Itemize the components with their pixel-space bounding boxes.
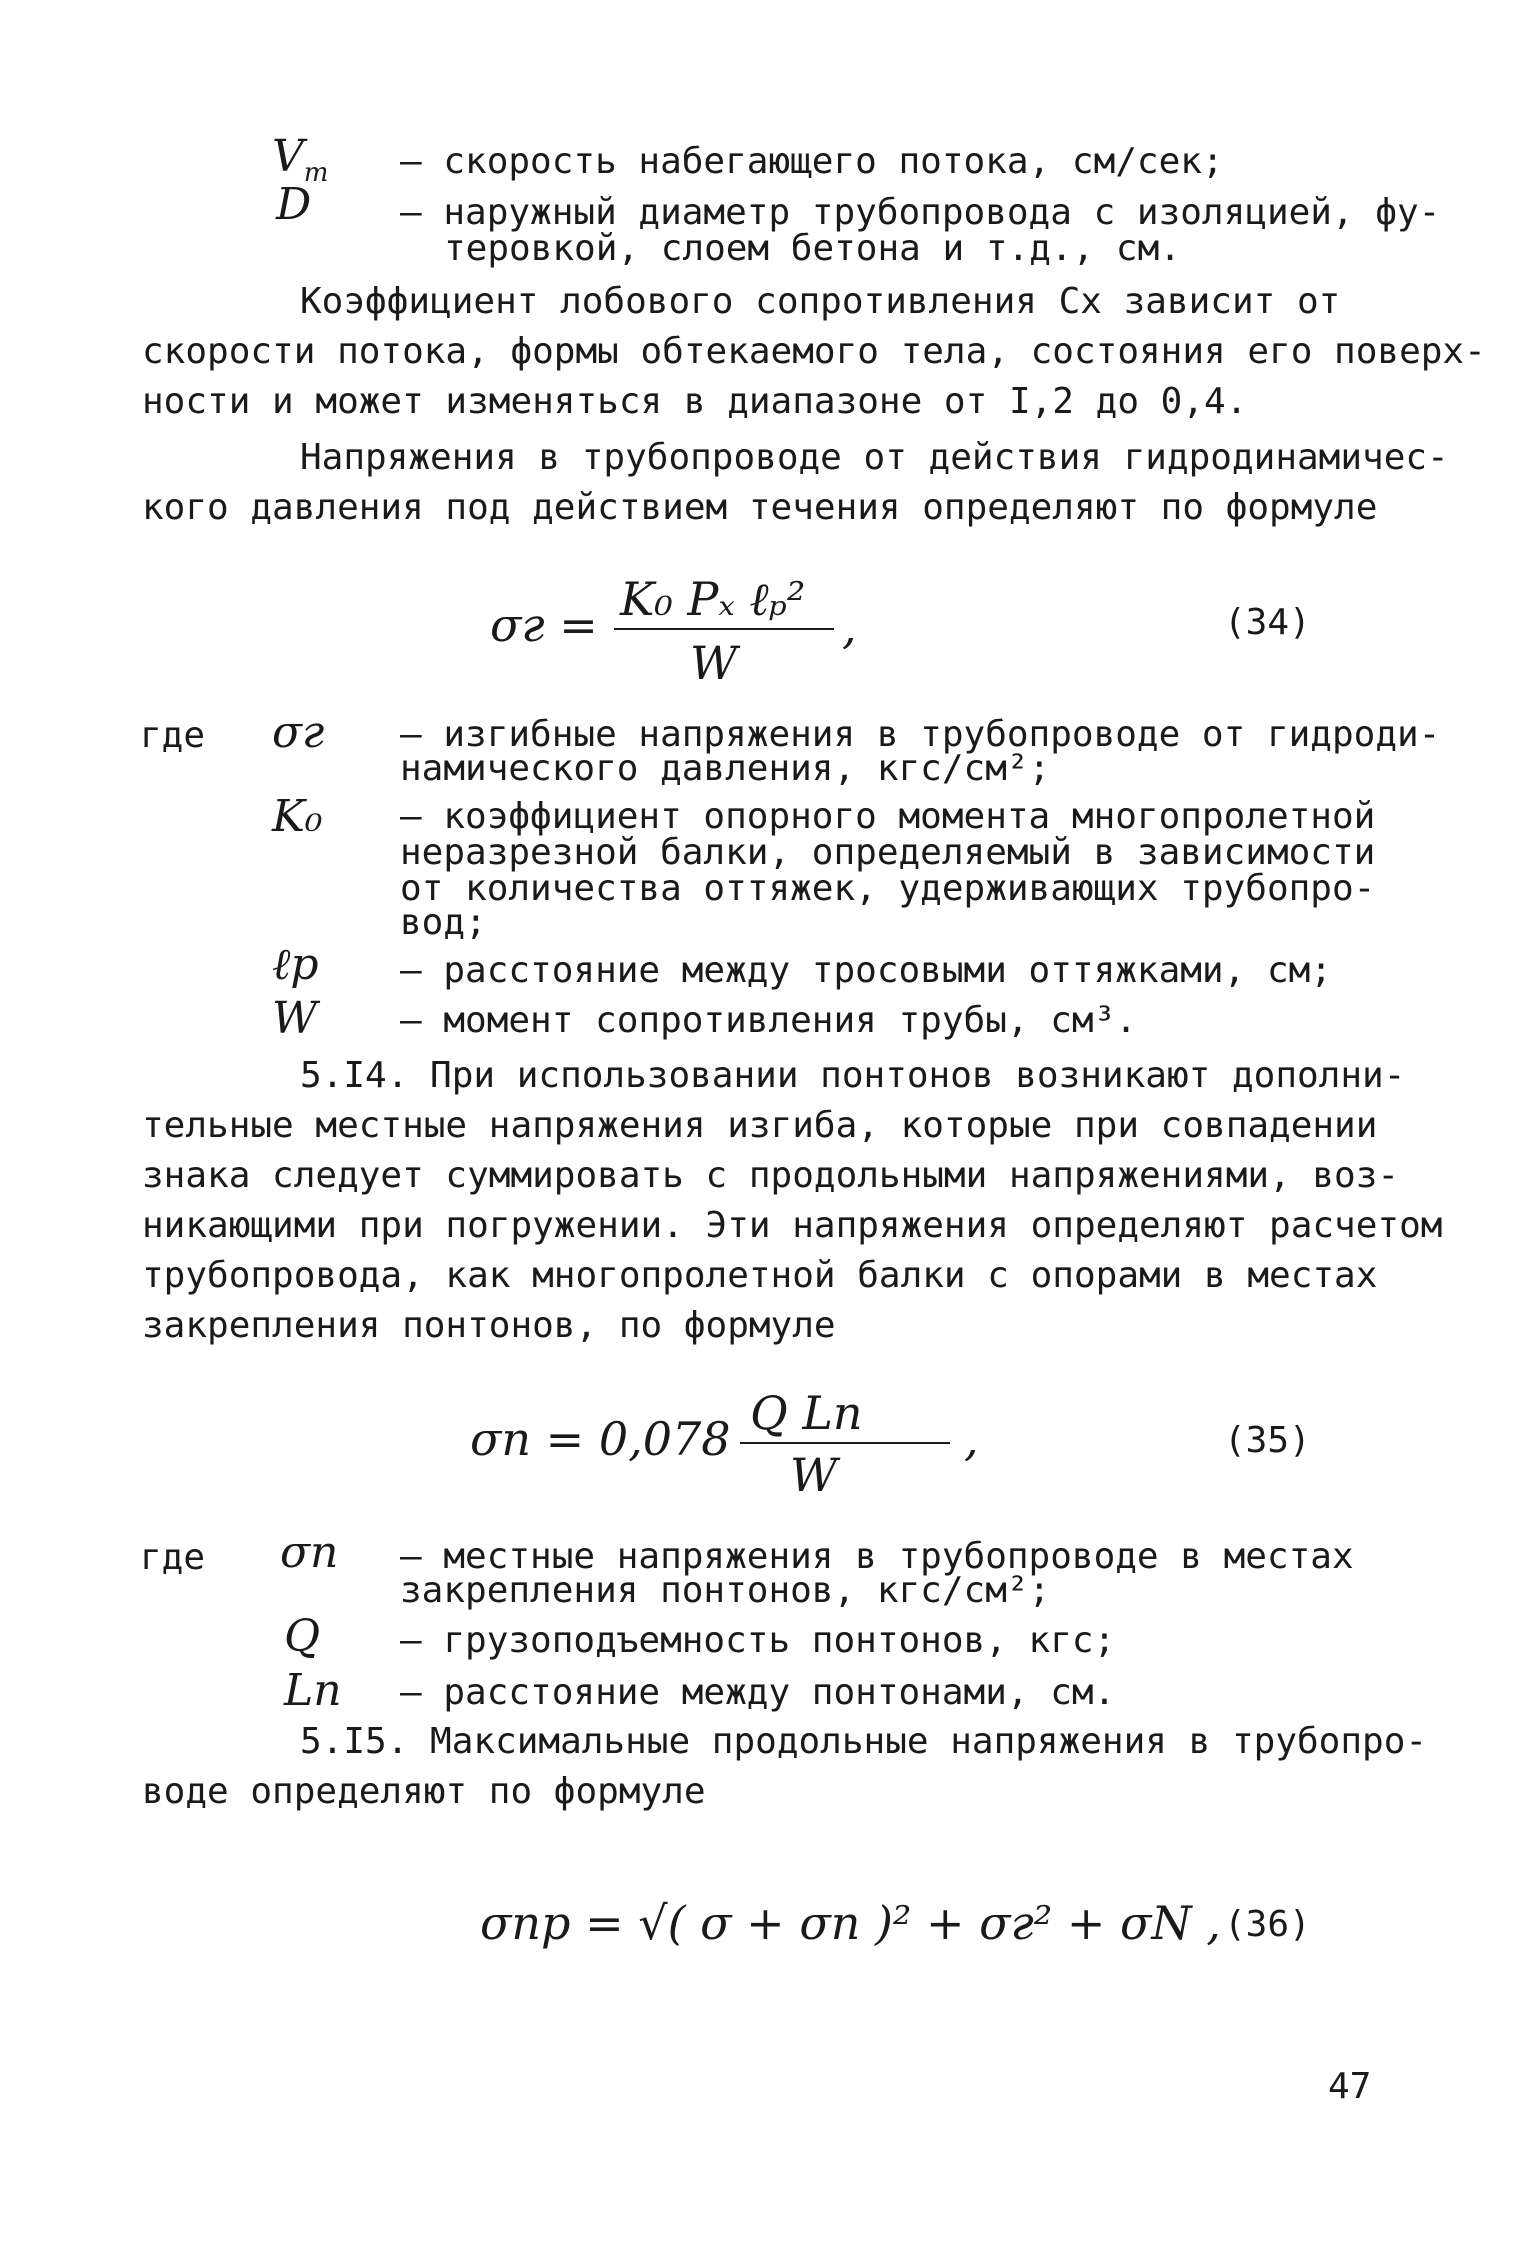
para2-line1: Напряжения в трубопроводе от действия гидродинамичес-: [300, 437, 1449, 478]
formula34-denominator: W: [690, 636, 738, 690]
formula34-lhs: σг =: [490, 598, 598, 652]
def-d-text: – наружный диаметр трубопровода с изоляцией, фу-: [400, 192, 1441, 233]
para1-line1: Коэффициент лобового сопротивления Cx зависит от: [300, 281, 1341, 322]
para3-line6: закрепления понтонов, по формуле: [142, 1305, 836, 1346]
where2-item1-line2: закрепления понтонов, кгс/см²;: [400, 1570, 1051, 1611]
para3-line5: трубопровода, как многопролетной балки с опорами в местах: [142, 1255, 1378, 1296]
where2-item1-line1: – местные напряжения в трубопроводе в местах: [400, 1536, 1354, 1577]
where1-label: где: [140, 715, 206, 756]
symbol-vt: $V_т$: [272, 131, 329, 188]
formula35-numerator: Q Lп: [750, 1386, 863, 1440]
formula35-number: (35): [1224, 1420, 1311, 1461]
where1-item2-line3: от количества оттяжек, удерживающих трубопро-: [400, 868, 1376, 909]
where1-item1-line2: намического давления, кгс/см²;: [400, 748, 1051, 789]
symbol-lp: ℓp: [272, 939, 319, 990]
def-vt-text: – скорость набегающего потока, см/сек;: [400, 141, 1224, 182]
where2-item3-line1: – расстояние между понтонами, см.: [400, 1672, 1116, 1713]
formula35-tail: ,: [964, 1412, 979, 1466]
symbol-sigma-p: σп: [280, 1527, 339, 1578]
para3-line4: никающими при погружении. Эти напряжения определяют расчетом: [142, 1205, 1443, 1246]
formula34-fraction-bar: [614, 628, 834, 630]
where1-item3-line1: – расстояние между тросовыми оттяжками, см;: [400, 950, 1332, 991]
where2-item2-line1: – грузоподъемность понтонов, кгс;: [400, 1620, 1116, 1661]
where1-item2-line1: – коэффициент опорного момента многопролетной: [400, 796, 1376, 837]
para3-line2: тельные местные напряжения изгиба, которые при совпадении: [142, 1105, 1378, 1146]
symbol-w: W: [272, 993, 318, 1044]
where1-item2-line4: вод;: [400, 902, 487, 943]
para2-line2: кого давления под действием течения определяют по формуле: [142, 487, 1378, 528]
para4-line2: воде определяют по формуле: [142, 1771, 706, 1812]
page-number: 47: [1328, 2066, 1372, 2107]
para1-line2: скорости потока, формы обтекаемого тела, состояния его поверх-: [142, 331, 1486, 372]
para1-line3: ности и может изменяться в диапазоне от I,2 до 0,4.: [142, 381, 1248, 422]
symbol-d: D: [276, 179, 312, 230]
where1-item4-line1: – момент сопротивления трубы, см³.: [400, 1000, 1137, 1041]
para3-line1: 5.I4. При использовании понтонов возникают дополни-: [300, 1055, 1406, 1096]
formula36-expression: σпр = √( σ + σп )² + σг² + σN ,: [480, 1896, 1221, 1950]
para4-line1: 5.I5. Максимальные продольные напряжения в трубопро-: [300, 1721, 1428, 1762]
def-d-text-cont: теровкой, слоем бетона и т.д., см.: [444, 228, 1181, 269]
where1-item2-line2: неразрезной балки, определяемый в зависимости: [400, 832, 1376, 873]
where1-item1-line1: – изгибные напряжения в трубопроводе от гидроди-: [400, 714, 1441, 755]
formula34-numerator: K₀ Pₓ ℓₚ²: [620, 572, 806, 626]
symbol-q: Q: [284, 1611, 321, 1662]
symbol-lp-pontoon: Lп: [284, 1665, 342, 1716]
formula34-number: (34): [1224, 602, 1311, 643]
formula35-denominator: W: [790, 1448, 838, 1502]
para3-line3: знака следует суммировать с продольными напряжениями, воз-: [142, 1155, 1400, 1196]
formula34-tail: ,: [842, 600, 857, 654]
formula35-fraction-bar: [740, 1442, 950, 1444]
formula36-number: (36): [1224, 1904, 1311, 1945]
where2-label: где: [140, 1537, 206, 1578]
formula35-lhs: σп = 0,078: [470, 1412, 731, 1466]
symbol-sigma-g: σг: [272, 707, 325, 758]
symbol-k0: K₀: [272, 791, 323, 842]
